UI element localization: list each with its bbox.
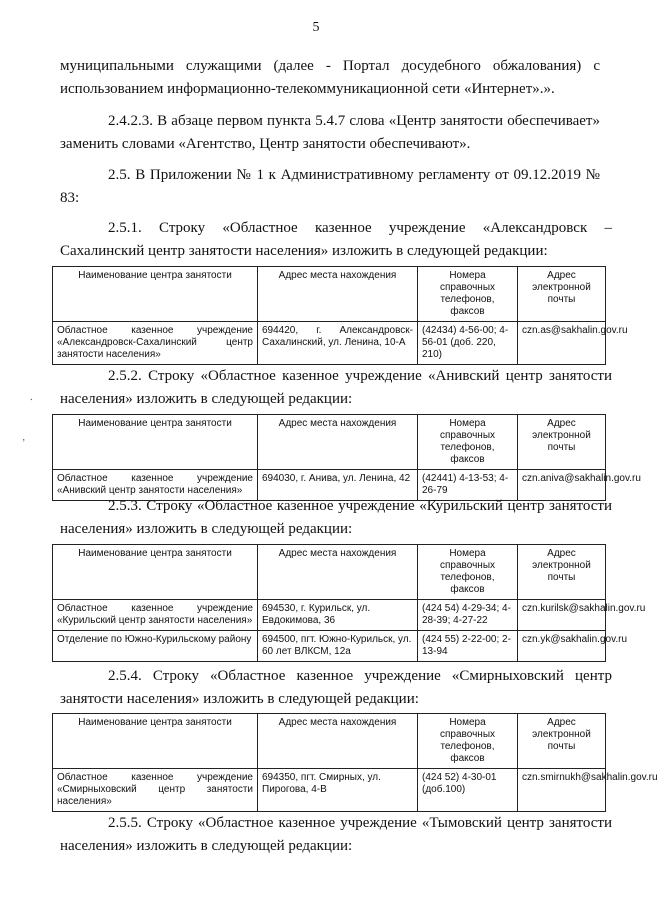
cell-name: Областное казенное учреждение «Александровск-Сахалинский центр занятости населения» — [53, 322, 258, 365]
header-phones: Номера справочных телефонов, факсов — [418, 714, 518, 769]
cell-email: czn.aniva@sakhalin.gov.ru — [518, 470, 606, 501]
table-header-row — [53, 415, 606, 470]
cell-phones: (424 54) 4-29-34; 4-28-39; 4-27-22 — [418, 600, 518, 631]
cell-email: czn.as@sakhalin.gov.ru — [518, 322, 606, 365]
header-email: Адрес электронной почты — [518, 714, 606, 769]
cell-name: Областное казенное учреждение «Анивский центр занятости населения» — [53, 470, 258, 501]
header-email: Адрес электронной почты — [518, 545, 606, 600]
section-line-2: Сахалинский центр занятости населения» изложить в следующей редакции: — [60, 243, 548, 259]
scan-mark: ‚ — [22, 432, 26, 443]
cell-phones: (42434) 4-56-00; 4-56-01 (доб. 220, 210) — [418, 322, 518, 365]
scan-mark: ⸱ — [30, 395, 33, 406]
header-email: Адрес электронной почты — [518, 267, 606, 322]
paragraph-2-4-2-3-line-2: заменить словами «Агентство, Центр занятости обеспечивают». — [60, 136, 471, 152]
paragraph-2-5-line-2: 83: — [60, 190, 80, 206]
section-line-1: 2.5.2. Строку «Областное казенное учреждение «Анивский центр занятости — [108, 368, 612, 384]
section-line-1: 2.5.5. Строку «Областное казенное учреждение «Тымовский центр занятости — [108, 815, 612, 831]
header-address: Адрес места нахождения — [258, 714, 418, 769]
section-line-2: занятости населения» изложить в следующей редакции: — [60, 691, 419, 707]
section-line-1: 2.5.4. Строку «Областное казенное учреждение «Смирныховский центр — [108, 668, 612, 684]
header-name: Наименование центра занятости — [53, 267, 258, 322]
table-2-5-3 — [52, 544, 646, 662]
header-address: Адрес места нахождения — [258, 545, 418, 600]
cell-email: czn.smirnukh@sakhalin.gov.ru — [518, 769, 606, 812]
table-row — [53, 769, 606, 812]
cell-email: czn.yk@sakhalin.gov.ru — [518, 631, 606, 662]
table-header-row — [53, 545, 606, 600]
cell-address: 694530, г. Курильск, ул. Евдокимова, 36 — [258, 600, 418, 631]
cell-address: 694420, г. Александровск-Сахалинский, ул. Ленина, 10-А — [258, 322, 418, 365]
paragraph-2-4-2-3 — [60, 110, 600, 156]
cell-phones: (424 55) 2-22-00; 2-13-94 — [418, 631, 518, 662]
header-phones: Номера справочных телефонов, факсов — [418, 545, 518, 600]
section-2-5-3 — [60, 495, 612, 541]
header-email: Адрес электронной почты — [518, 415, 606, 470]
header-address: Адрес места нахождения — [258, 415, 418, 470]
section-2-5-2 — [60, 365, 612, 411]
cell-address: 694500, пгт. Южно-Курильск, ул. 60 лет ВЛКСМ, 12а — [258, 631, 418, 662]
table-2-5-2 — [52, 414, 641, 501]
section-line-1: 2.5.1. Строку «Областное казенное учреждение «Александровск – — [108, 220, 612, 236]
table-row — [53, 631, 606, 662]
page-number: 5 — [312, 20, 320, 35]
table-row — [53, 600, 606, 631]
intro-line-1: муниципальными служащими (далее - Портал досудебного обжалования) с — [60, 58, 600, 74]
table-2-5-4 — [52, 713, 658, 812]
table-header-row — [53, 714, 606, 769]
table-header-row — [53, 267, 606, 322]
paragraph-2-5-line-1: 2.5. В Приложении № 1 к Административному регламенту от 09.12.2019 № — [108, 167, 600, 183]
section-line-2: населения» изложить в следующей редакции: — [60, 521, 353, 537]
cell-phones: (42441) 4-13-53; 4-26-79 — [418, 470, 518, 501]
header-phones: Номера справочных телефонов, факсов — [418, 415, 518, 470]
cell-address: 694030, г. Анива, ул. Ленина, 42 — [258, 470, 418, 501]
section-line-2: населения» изложить в следующей редакции: — [60, 838, 353, 854]
section-2-5-1 — [60, 217, 612, 263]
section-2-5-5 — [60, 812, 612, 858]
section-line-1: 2.5.3. Строку «Областное казенное учреждение «Курильский центр занятости — [108, 498, 612, 514]
cell-name: Областное казенное учреждение «Смирныховский центр занятости населения» — [53, 769, 258, 812]
section-2-5-4 — [60, 665, 612, 711]
intro-paragraph — [60, 55, 600, 101]
header-name: Наименование центра занятости — [53, 545, 258, 600]
header-phones: Номера справочных телефонов, факсов — [418, 267, 518, 322]
cell-name: Областное казенное учреждение «Курильский центр занятости населения» — [53, 600, 258, 631]
paragraph-2-5 — [60, 164, 600, 210]
paragraph-2-4-2-3-line-1: 2.4.2.3. В абзаце первом пункта 5.4.7 слова «Центр занятости обеспечивает» — [108, 113, 600, 129]
cell-address: 694350, пгт. Смирных, ул. Пирогова, 4-В — [258, 769, 418, 812]
cell-phones: (424 52) 4-30-01 (доб.100) — [418, 769, 518, 812]
header-name: Наименование центра занятости — [53, 714, 258, 769]
cell-name: Отделение по Южно-Курильскому району — [53, 631, 258, 662]
table-row — [53, 322, 606, 365]
header-name: Наименование центра занятости — [53, 415, 258, 470]
table-2-5-1 — [52, 266, 628, 365]
section-line-2: населения» изложить в следующей редакции: — [60, 391, 353, 407]
header-address: Адрес места нахождения — [258, 267, 418, 322]
cell-email: czn.kurilsk@sakhalin.gov.ru — [518, 600, 606, 631]
intro-line-2: использованием информационно-телекоммуникационной сети «Интернет».». — [60, 81, 555, 97]
